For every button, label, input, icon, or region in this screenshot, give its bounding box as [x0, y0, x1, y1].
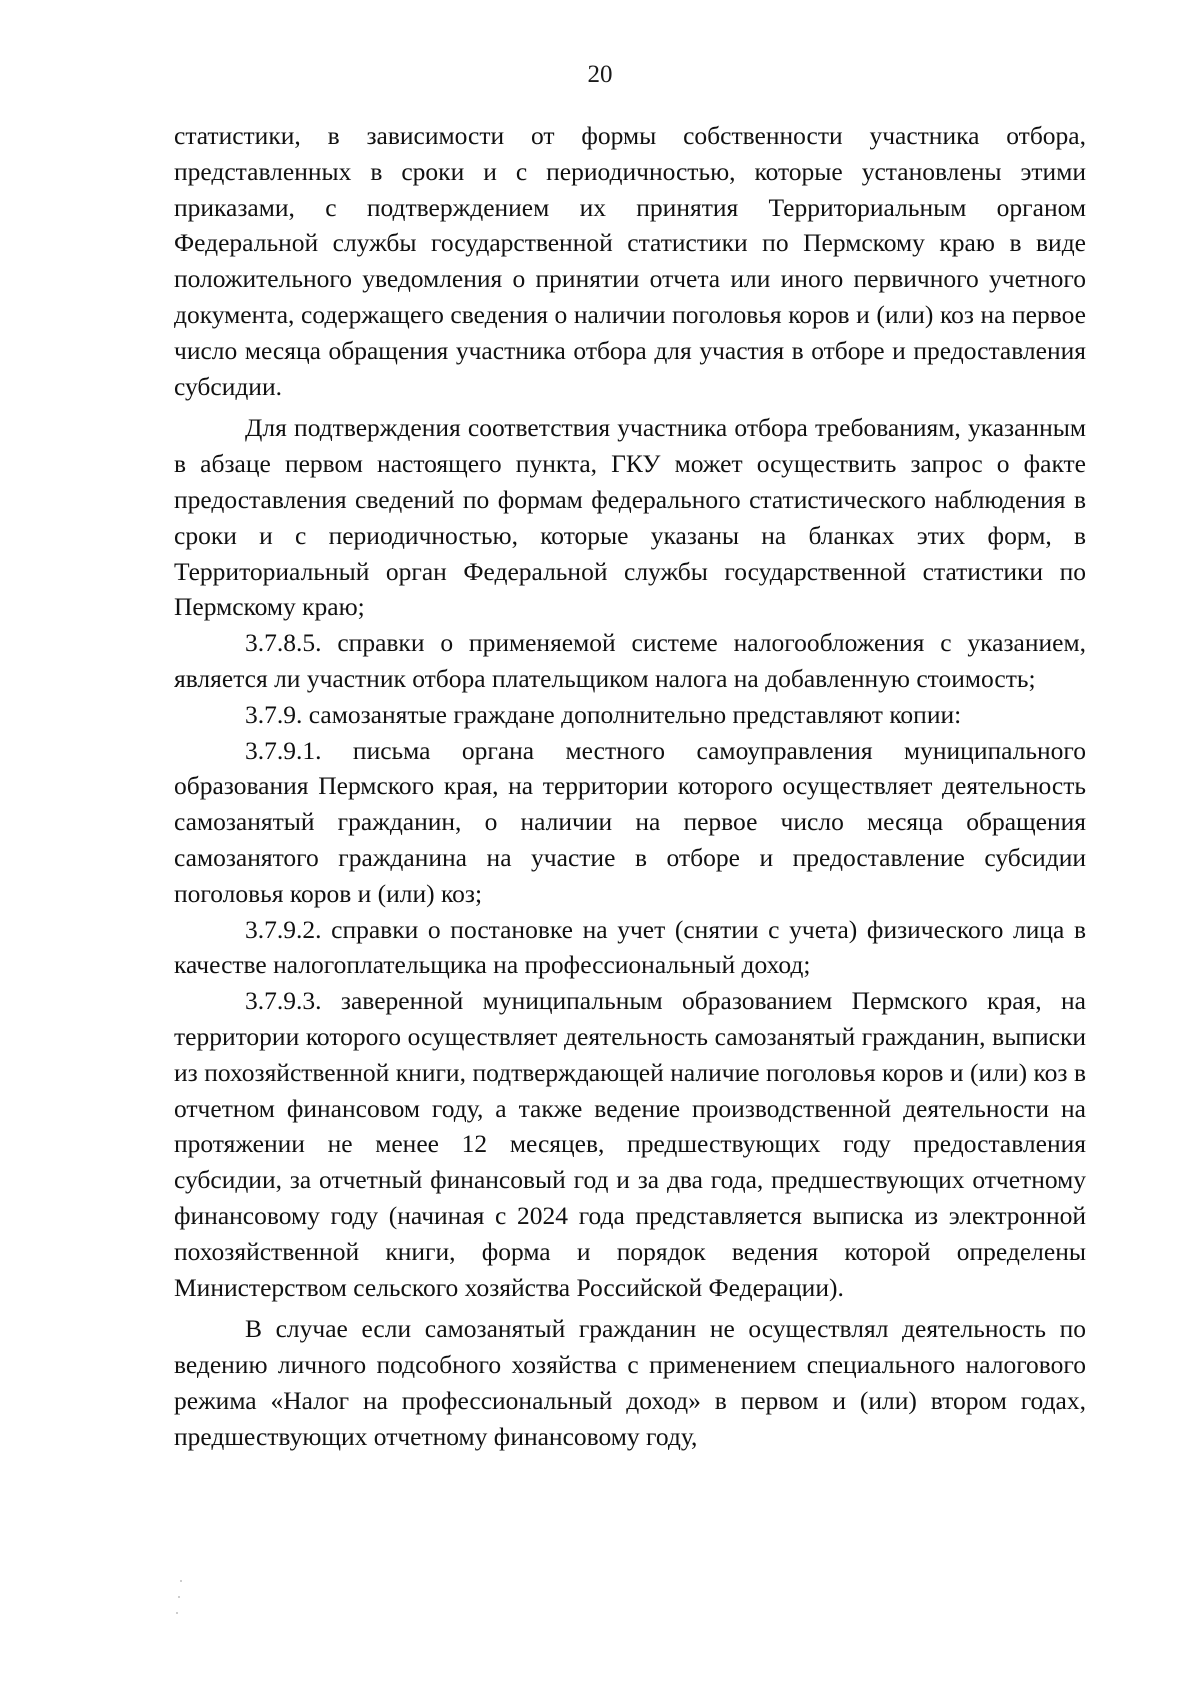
scan-speck — [180, 1580, 182, 1582]
paragraph-3-7-9: 3.7.9. самозанятые граждане дополнительно представляют копии: — [245, 699, 962, 729]
paragraph-statistics-continuation: статистики, в зависимости от формы собственности участника отбора, представленных в сроки и с периодичностью, которые установлены этими приказами, с подтверждением их принятия Территориальным органом Федеральной службы государственной статистики по Пермскому краю в виде положительного уведомления о принятии отчета или иного первичного учетного документа, содержащего сведения о наличии поголовья коров и (или) коз на первое число месяца обращения участника отбора для участия в отборе и предоставления субсидии. — [174, 121, 1086, 401]
paragraph-3-7-9-1: 3.7.9.1. письма органа местного самоуправления муниципального образования Пермского края, на территории которого осуществляет деятельность самозанятый гражданин, о наличии на первое число месяца обращения самозанятого гражданина на участие в отборе и предоставление субсидии поголовья коров и (или) коз; — [174, 735, 1086, 908]
paragraph-3-7-8-5: 3.7.8.5. справки о применяемой системе налогообложения с указанием, является ли участник отбора плательщиком налога на добавленную стоимость; — [174, 628, 1086, 693]
scan-speck — [176, 1612, 178, 1614]
document-body — [174, 118, 1086, 1454]
page-number: 20 — [587, 61, 613, 88]
paragraph-compliance-request: Для подтверждения соответствия участника отбора требованиям, указанным в абзаце первом настоящего пункта, ГКУ может осуществить запрос о факте предоставления сведений по формам федерального статистического наблюдения в сроки и с периодичностью, которые указаны на бланках этих форм, в Территориальный орган Федеральной службы государственной статистики по Пермскому краю; — [174, 413, 1086, 622]
paragraph-3-7-9-3: 3.7.9.3. заверенной муниципальным образованием Пермского края, на территории которого осуществляет деятельность самозанятый гражданин, выписки из похозяйственной книги, подтверждающей наличие поголовья коров и (или) коз в отчетном финансовом году, а также ведение производственной деятельности на протяжении не менее 12 месяцев, предшествующих году предоставления субсидии, за отчетный финансовый год и за два года, предшествующих отчетному финансовому году (начиная с 2024 года представляется выписка из электронной похозяйственной книги, форма и порядок ведения которой определены Министерством сельского хозяйства Российской Федерации). — [174, 986, 1086, 1302]
scan-speck — [178, 1596, 180, 1598]
paragraph-3-7-9-2: 3.7.9.2. справки о постановке на учет (снятии с учета) физического лица в качестве налогоплательщика на профессиональный доход; — [174, 914, 1086, 980]
paragraph-self-employed-case: В случае если самозанятый гражданин не осуществлял деятельность по ведению личного подсобного хозяйства с применением специального налогового режима «Налог на профессиональный доход» в первом и (или) втором годах, предшествующих отчетному финансовому году, — [174, 1314, 1086, 1451]
